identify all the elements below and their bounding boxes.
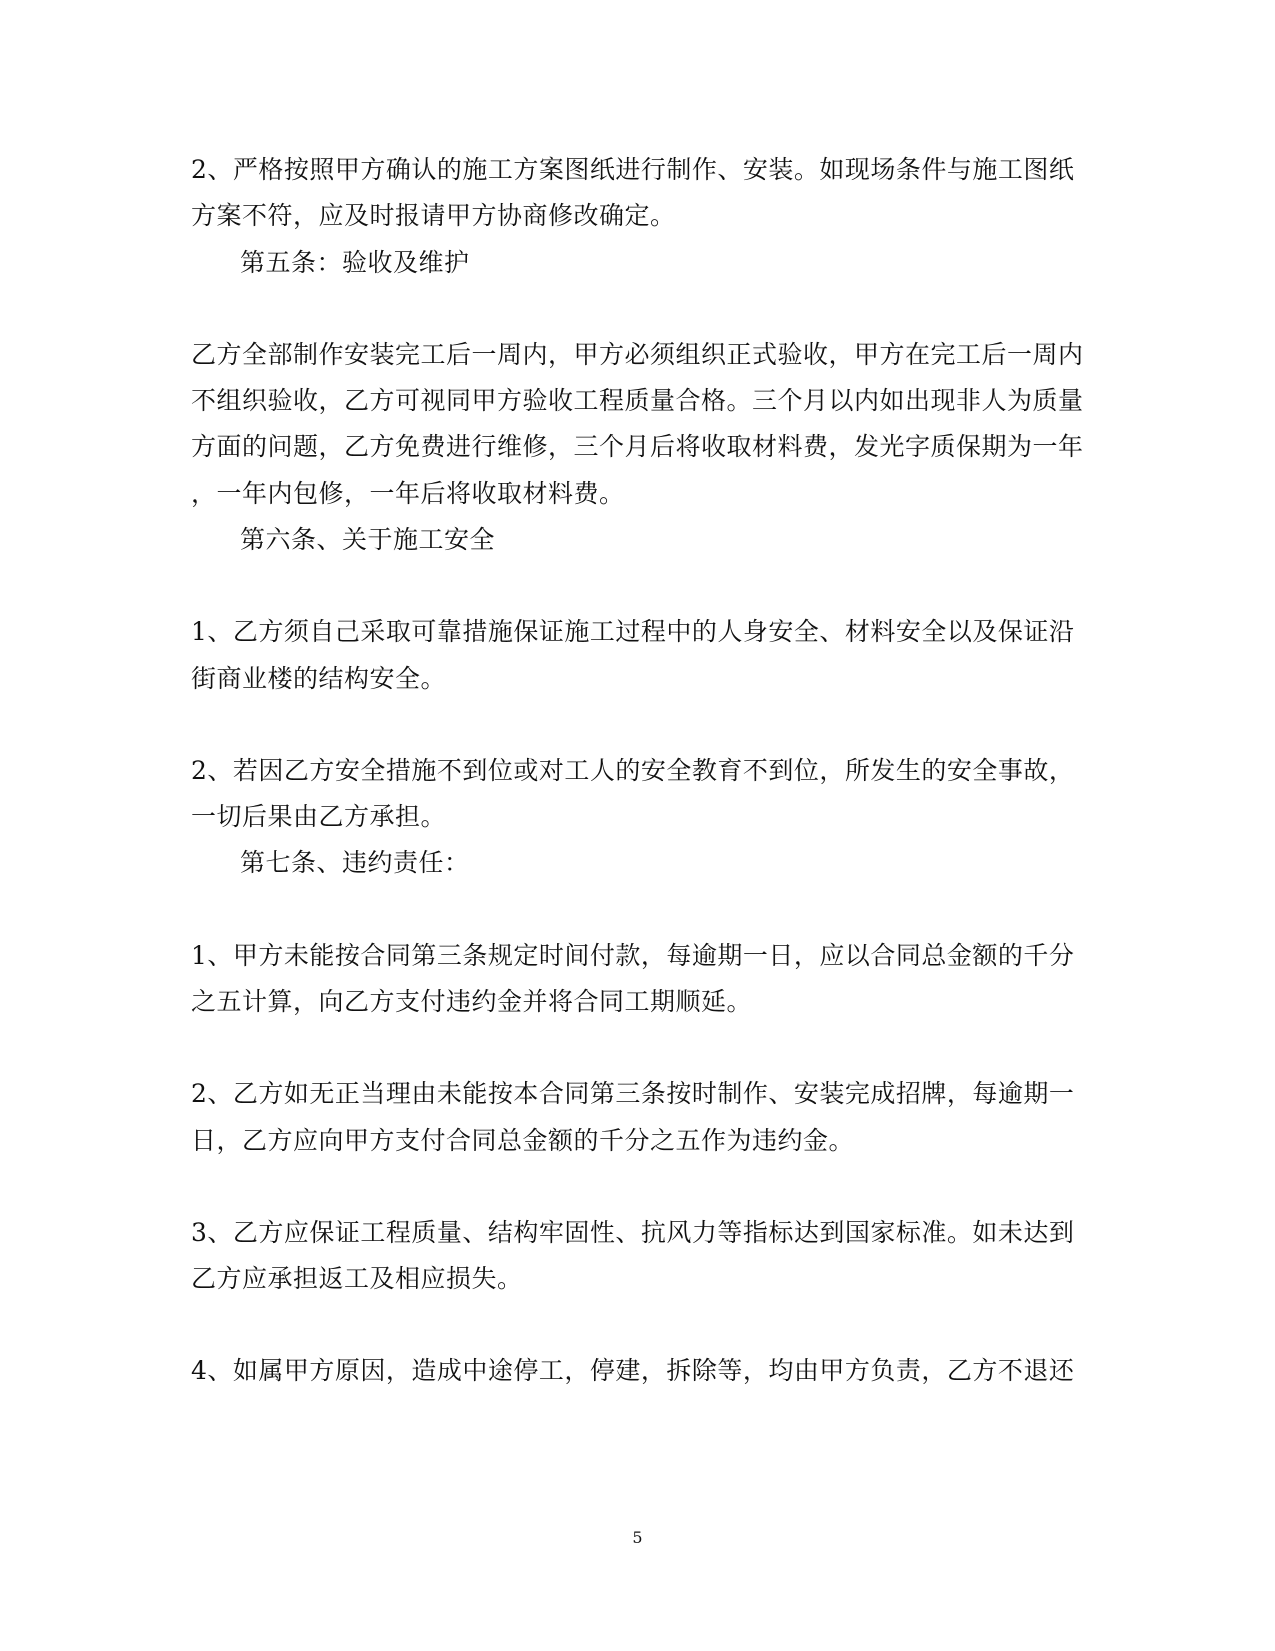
page-number: 5 [632,1528,643,1547]
section-heading-article-7: 第七条、违约责任： [240,848,470,877]
text-line-clause-3: 3、乙方应保证工程质量、结构牢固性、抗风力等指标达到国家标准。如未达到 [191,1218,1075,1247]
text-line: 不组织验收，乙方可视同甲方验收工程质量合格。三个月以内如出现非人为质量 [191,386,1084,415]
text-line-clause-4: 4、如属甲方原因，造成中途停工，停建，拆除等，均由甲方负责，乙方不退还 [191,1356,1075,1385]
text-line: 之五计算，向乙方支付违约金并将合同工期顺延。 [191,987,753,1016]
section-heading-article-6: 第六条、关于施工安全 [240,525,496,554]
text-line-clause-1: 1、乙方须自己采取可靠措施保证施工过程中的人身安全、材料安全以及保证沿 [191,617,1075,646]
text-line-paragraph-acceptance: 乙方全部制作安装完工后一周内，甲方必须组织正式验收，甲方在完工后一周内 [191,340,1084,369]
text-line: ，一年内包修，一年后将收取材料费。 [191,479,625,508]
text-line: 一切后果由乙方承担。 [191,802,447,831]
text-line-clause-2: 2、若因乙方安全措施不到位或对工人的安全教育不到位，所发生的安全事故， [191,756,1075,785]
text-line: 方案不符，应及时报请甲方协商修改确定。 [191,201,676,230]
text-line-clause-1: 1、甲方未能按合同第三条规定时间付款，每逾期一日，应以合同总金额的千分 [191,941,1075,970]
section-heading-article-5: 第五条：验收及维护 [240,248,470,277]
text-line-clause-2: 2、严格按照甲方确认的施工方案图纸进行制作、安装。如现场条件与施工图纸 [191,155,1075,184]
text-line: 街商业楼的结构安全。 [191,664,447,693]
text-line: 方面的问题，乙方免费进行维修，三个月后将收取材料费，发光字质保期为一年 [191,432,1084,461]
text-line-clause-2: 2、乙方如无正当理由未能按本合同第三条按时制作、安装完成招牌，每逾期一 [191,1079,1075,1108]
text-line: 日，乙方应向甲方支付合同总金额的千分之五作为违约金。 [191,1126,855,1155]
text-line: 乙方应承担返工及相应损失。 [191,1264,523,1293]
